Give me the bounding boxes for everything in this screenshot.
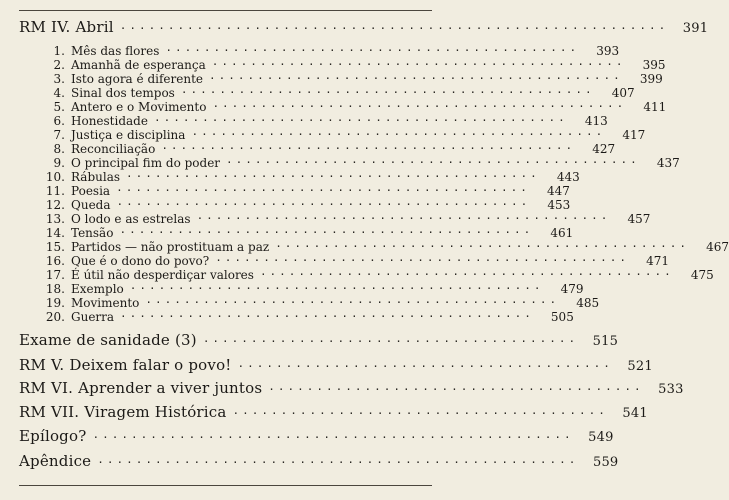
dot-leader: ··········································· bbox=[129, 282, 544, 295]
toc-entry[interactable] bbox=[45, 100, 667, 114]
entry-page: 443 bbox=[556, 170, 580, 184]
entry-title: Rábulas bbox=[71, 170, 121, 184]
entry-title: Isto agora é diferente bbox=[71, 72, 203, 86]
toc-entry[interactable] bbox=[45, 142, 616, 156]
toc-entry[interactable] bbox=[45, 296, 600, 310]
entry-page: 457 bbox=[627, 212, 651, 226]
toc-entry[interactable] bbox=[45, 114, 608, 128]
entry-title: É útil não desperdiçar valores bbox=[71, 268, 254, 282]
top-rule bbox=[19, 10, 432, 11]
dot-leader: ··········································· bbox=[153, 114, 568, 127]
entry-title: Queda bbox=[71, 198, 111, 212]
dot-leader: ······································· bbox=[268, 383, 644, 396]
dot-leader: ··········································· bbox=[211, 58, 626, 71]
entry-title: Amanhã de esperança bbox=[71, 58, 206, 72]
entry-number: 3. bbox=[53, 72, 65, 86]
toc-entry[interactable] bbox=[45, 240, 729, 254]
dot-leader: ·················································· bbox=[92, 431, 574, 444]
entry-page: 399 bbox=[639, 72, 663, 86]
entry-title: Sinal dos tempos bbox=[71, 86, 175, 100]
entry-number: 1. bbox=[53, 44, 65, 58]
toc-heading[interactable] bbox=[19, 329, 619, 349]
toc-entry[interactable] bbox=[45, 86, 635, 100]
toc-heading[interactable] bbox=[19, 354, 653, 374]
dot-leader: ··········································· bbox=[259, 268, 674, 281]
toc-entry[interactable] bbox=[45, 170, 580, 184]
entry-title: Movimento bbox=[71, 296, 140, 310]
toc-heading-page: 533 bbox=[658, 382, 684, 397]
dot-leader: ··········································· bbox=[209, 72, 623, 85]
dot-leader: ··········································· bbox=[191, 128, 606, 141]
entry-number: 4. bbox=[53, 86, 65, 100]
entry-number: 11. bbox=[45, 184, 65, 198]
entry-title: Poesia bbox=[71, 184, 111, 198]
dot-leader: ······································· bbox=[237, 360, 613, 373]
toc-heading-page: 549 bbox=[588, 430, 614, 445]
entry-number: 10. bbox=[45, 170, 65, 184]
dot-leader: ··········································· bbox=[165, 44, 580, 57]
toc-heading-page: 559 bbox=[592, 455, 619, 470]
dot-leader: ··········································· bbox=[226, 156, 640, 169]
entry-number: 14. bbox=[45, 226, 65, 240]
entry-number: 19. bbox=[45, 296, 65, 310]
entry-number: 9. bbox=[53, 156, 65, 170]
entry-page: 479 bbox=[560, 282, 584, 296]
entry-title: Mês das flores bbox=[71, 44, 160, 58]
toc-entry[interactable] bbox=[45, 156, 680, 170]
toc-heading-title: Apêndice bbox=[19, 452, 92, 470]
toc-heading-title: Epílogo? bbox=[19, 427, 87, 445]
dot-leader: ··········································· bbox=[215, 254, 629, 267]
entry-title: Exemplo bbox=[71, 282, 124, 296]
toc-entry[interactable] bbox=[45, 198, 571, 212]
toc-heading-page: 515 bbox=[592, 334, 619, 349]
toc-entry[interactable] bbox=[45, 44, 620, 58]
entry-page: 471 bbox=[646, 254, 669, 268]
entry-number: 16. bbox=[45, 254, 65, 268]
entry-title: Honestidade bbox=[71, 114, 148, 128]
toc-heading-page: 391 bbox=[682, 21, 709, 36]
entry-number: 20. bbox=[45, 310, 65, 324]
entry-page: 395 bbox=[642, 58, 666, 72]
toc-entry[interactable] bbox=[45, 212, 651, 226]
entry-page: 427 bbox=[592, 142, 616, 156]
toc-entry[interactable] bbox=[45, 184, 570, 198]
entry-number: 12. bbox=[45, 198, 65, 212]
entry-title: Justiça e disciplina bbox=[71, 128, 186, 142]
entry-number: 6. bbox=[53, 114, 65, 128]
entry-title: Tensão bbox=[71, 226, 114, 240]
entry-number: 7. bbox=[53, 128, 65, 142]
entry-title: O lodo e as estrelas bbox=[71, 212, 191, 226]
entry-page: 505 bbox=[550, 310, 574, 324]
dot-leader: ··········································· bbox=[275, 240, 689, 253]
toc-heading[interactable] bbox=[19, 401, 648, 421]
dot-leader: ··········································· bbox=[196, 212, 611, 225]
dot-leader: ··········································· bbox=[126, 170, 540, 183]
entry-page: 417 bbox=[622, 128, 646, 142]
entry-page: 485 bbox=[576, 296, 600, 310]
entry-page: 475 bbox=[690, 268, 714, 282]
toc-entry[interactable] bbox=[45, 268, 714, 282]
toc-heading[interactable] bbox=[19, 450, 619, 470]
dot-leader: ··········································· bbox=[180, 86, 595, 99]
entry-page: 467 bbox=[706, 240, 729, 254]
dot-leader: ··········································· bbox=[145, 296, 560, 309]
toc-heading-rm-iv[interactable] bbox=[19, 16, 709, 36]
entry-number: 8. bbox=[53, 142, 65, 156]
toc-entry[interactable] bbox=[45, 282, 584, 296]
dot-leader: ······································· bbox=[232, 407, 608, 420]
entry-page: 413 bbox=[584, 114, 608, 128]
entry-number: 15. bbox=[45, 240, 65, 254]
dot-leader: ··········································· bbox=[161, 142, 576, 155]
entry-page: 393 bbox=[596, 44, 620, 58]
toc-heading-page: 521 bbox=[627, 359, 653, 374]
dot-leader: ··········································· bbox=[120, 310, 534, 323]
entry-title: Guerra bbox=[71, 310, 115, 324]
dot-leader: ··········································· bbox=[119, 226, 534, 239]
entry-title: Reconciliação bbox=[71, 142, 156, 156]
entry-page: 411 bbox=[643, 100, 667, 114]
entry-page: 461 bbox=[550, 226, 574, 240]
entry-page: 447 bbox=[546, 184, 570, 198]
entry-number: 5. bbox=[53, 100, 65, 114]
toc-entry[interactable] bbox=[45, 254, 669, 268]
dot-leader: ··········································· bbox=[116, 198, 531, 211]
entry-number: 13. bbox=[45, 212, 65, 226]
entry-title: Antero e o Movimento bbox=[71, 100, 207, 114]
bottom-rule bbox=[19, 485, 432, 486]
toc-heading-title: RM V. Deixem falar o povo! bbox=[19, 356, 232, 374]
entry-page: 407 bbox=[611, 86, 635, 100]
toc-heading[interactable] bbox=[19, 377, 684, 397]
entry-page: 453 bbox=[547, 198, 571, 212]
entry-number: 18. bbox=[45, 282, 65, 296]
toc-entry[interactable] bbox=[45, 58, 666, 72]
toc-heading[interactable] bbox=[19, 425, 614, 445]
dot-leader: ·················································· bbox=[97, 456, 579, 469]
toc-heading-title: RM VI. Aprender a viver juntos bbox=[19, 379, 263, 397]
toc-heading-title: RM IV. Abril bbox=[19, 18, 114, 36]
entry-title: Partidos — não prostituam a paz bbox=[71, 240, 270, 254]
entry-number: 17. bbox=[45, 268, 65, 282]
entry-title: O principal fim do poder bbox=[71, 156, 221, 170]
toc-heading-page: 541 bbox=[622, 406, 648, 421]
toc-heading-title: RM VII. Viragem Histórica bbox=[19, 403, 227, 421]
dot-leader: ··········································· bbox=[212, 100, 627, 113]
entry-page: 437 bbox=[656, 156, 680, 170]
toc-entry[interactable] bbox=[45, 128, 646, 142]
dot-leader: ··········································· bbox=[116, 184, 530, 197]
dot-leader: ························································· bbox=[119, 22, 669, 35]
toc-heading-title: Exame de sanidade (3) bbox=[19, 331, 197, 349]
dot-leader: ······································· bbox=[202, 335, 579, 348]
entry-title: Que é o dono do povo? bbox=[71, 254, 210, 268]
toc-entry[interactable] bbox=[45, 310, 574, 324]
toc-entry[interactable] bbox=[45, 72, 663, 86]
entry-number: 2. bbox=[53, 58, 65, 72]
toc-entry[interactable] bbox=[45, 226, 574, 240]
